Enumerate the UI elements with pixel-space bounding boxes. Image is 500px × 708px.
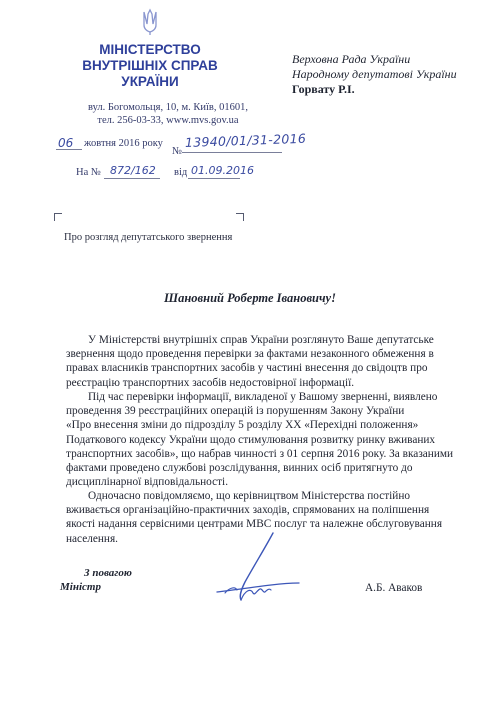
body-line: У Міністерстві внутрішніх справ України розглянуто Ваше депутатське [88, 334, 434, 346]
recipient-position: Народному депутатові України [292, 67, 457, 81]
salutation: Шановний Роберте Івановичу! [164, 291, 336, 305]
body-line: населення. [66, 532, 118, 545]
outgoing-month-year: жовтня 2016 року [84, 138, 163, 149]
reference-number-underline [104, 178, 160, 179]
body-line: реєстрацію транспортних засобів недостовірної інформації. [66, 376, 355, 389]
reference-date: 01.09.2016 [191, 164, 254, 177]
body-line: Податкового кодексу України щодо стимулювання розвитку ринку вживаних [66, 433, 436, 446]
outgoing-number: 13940/01/31-2016 [184, 130, 307, 150]
ministry-name [60, 42, 240, 90]
signatory-position: Міністр [60, 581, 101, 593]
body-line: «Про внесення зміни до підрозділу 5 розділу XX «Перехідні положення» [66, 419, 419, 432]
reference-label: На № [76, 167, 101, 178]
outgoing-number-underline [182, 152, 282, 153]
subject-line: Про розгляд депутатського звернення [64, 232, 233, 243]
ministry-line-3: УКРАЇНИ [121, 74, 179, 89]
recipient-name: Горвату Р.І. [292, 82, 355, 96]
ministry-line-1: МІНІСТЕРСТВО [99, 42, 201, 57]
outgoing-day-underline [56, 149, 82, 150]
outgoing-day: 06 [58, 136, 74, 150]
body-paragraph-1 [66, 333, 438, 390]
ministry-line-2: ВНУТРІШНІХ СПРАВ [82, 58, 218, 73]
body-line: дисциплінарної відповідальності. [66, 476, 229, 489]
body-line: звернення щодо проведення перевірки за фактами незаконного обмеження в [66, 348, 434, 361]
body-line: фактами проведено службові розслідування, винних осіб притягнуто до [66, 462, 413, 475]
recipient-block [292, 52, 457, 97]
subject-corner-left [54, 213, 62, 221]
reference-date-underline [188, 178, 240, 179]
body-line: правах власників транспортних засобів у частині внесення до свідоцтв про [66, 362, 428, 375]
coat-of-arms-icon [142, 8, 158, 36]
body-line: транспортних засобів», що набрав чинності з 01 серпня 2016 року. За вказаними [66, 447, 454, 460]
ministry-address [83, 101, 253, 127]
handwritten-signature [195, 530, 315, 608]
body-line: якості надання сервісними центрами МВС послуг та належне обслуговування [66, 518, 443, 531]
recipient-organization: Верховна Рада України [292, 52, 411, 66]
body-line: вживається організаційно-практичних заходів, спрямованих на поліпшення [66, 504, 430, 517]
subject-corner-right [236, 213, 244, 221]
address-street: вул. Богомольця, 10, м. Київ, 01601, [87, 102, 248, 113]
body-line: Одночасно повідомляємо, що керівництвом Міністерства постійно [88, 490, 411, 502]
closing-regards: З повагою [84, 567, 132, 579]
outgoing-number-label: № [172, 146, 183, 157]
reference-date-label: від [174, 167, 188, 178]
reference-number: 872/162 [110, 164, 156, 177]
body-line: Під час перевірки інформації, викладеної у Вашому зверненні, виявлено [88, 391, 438, 403]
body-paragraph-2 [66, 390, 454, 489]
body-line: проведення 39 реєстраційних операцій із порушенням Закону України [66, 405, 405, 418]
signatory-name: А.Б. Аваков [365, 582, 423, 594]
address-contacts: тел. 256-03-33, www.mvs.gov.ua [97, 115, 239, 126]
